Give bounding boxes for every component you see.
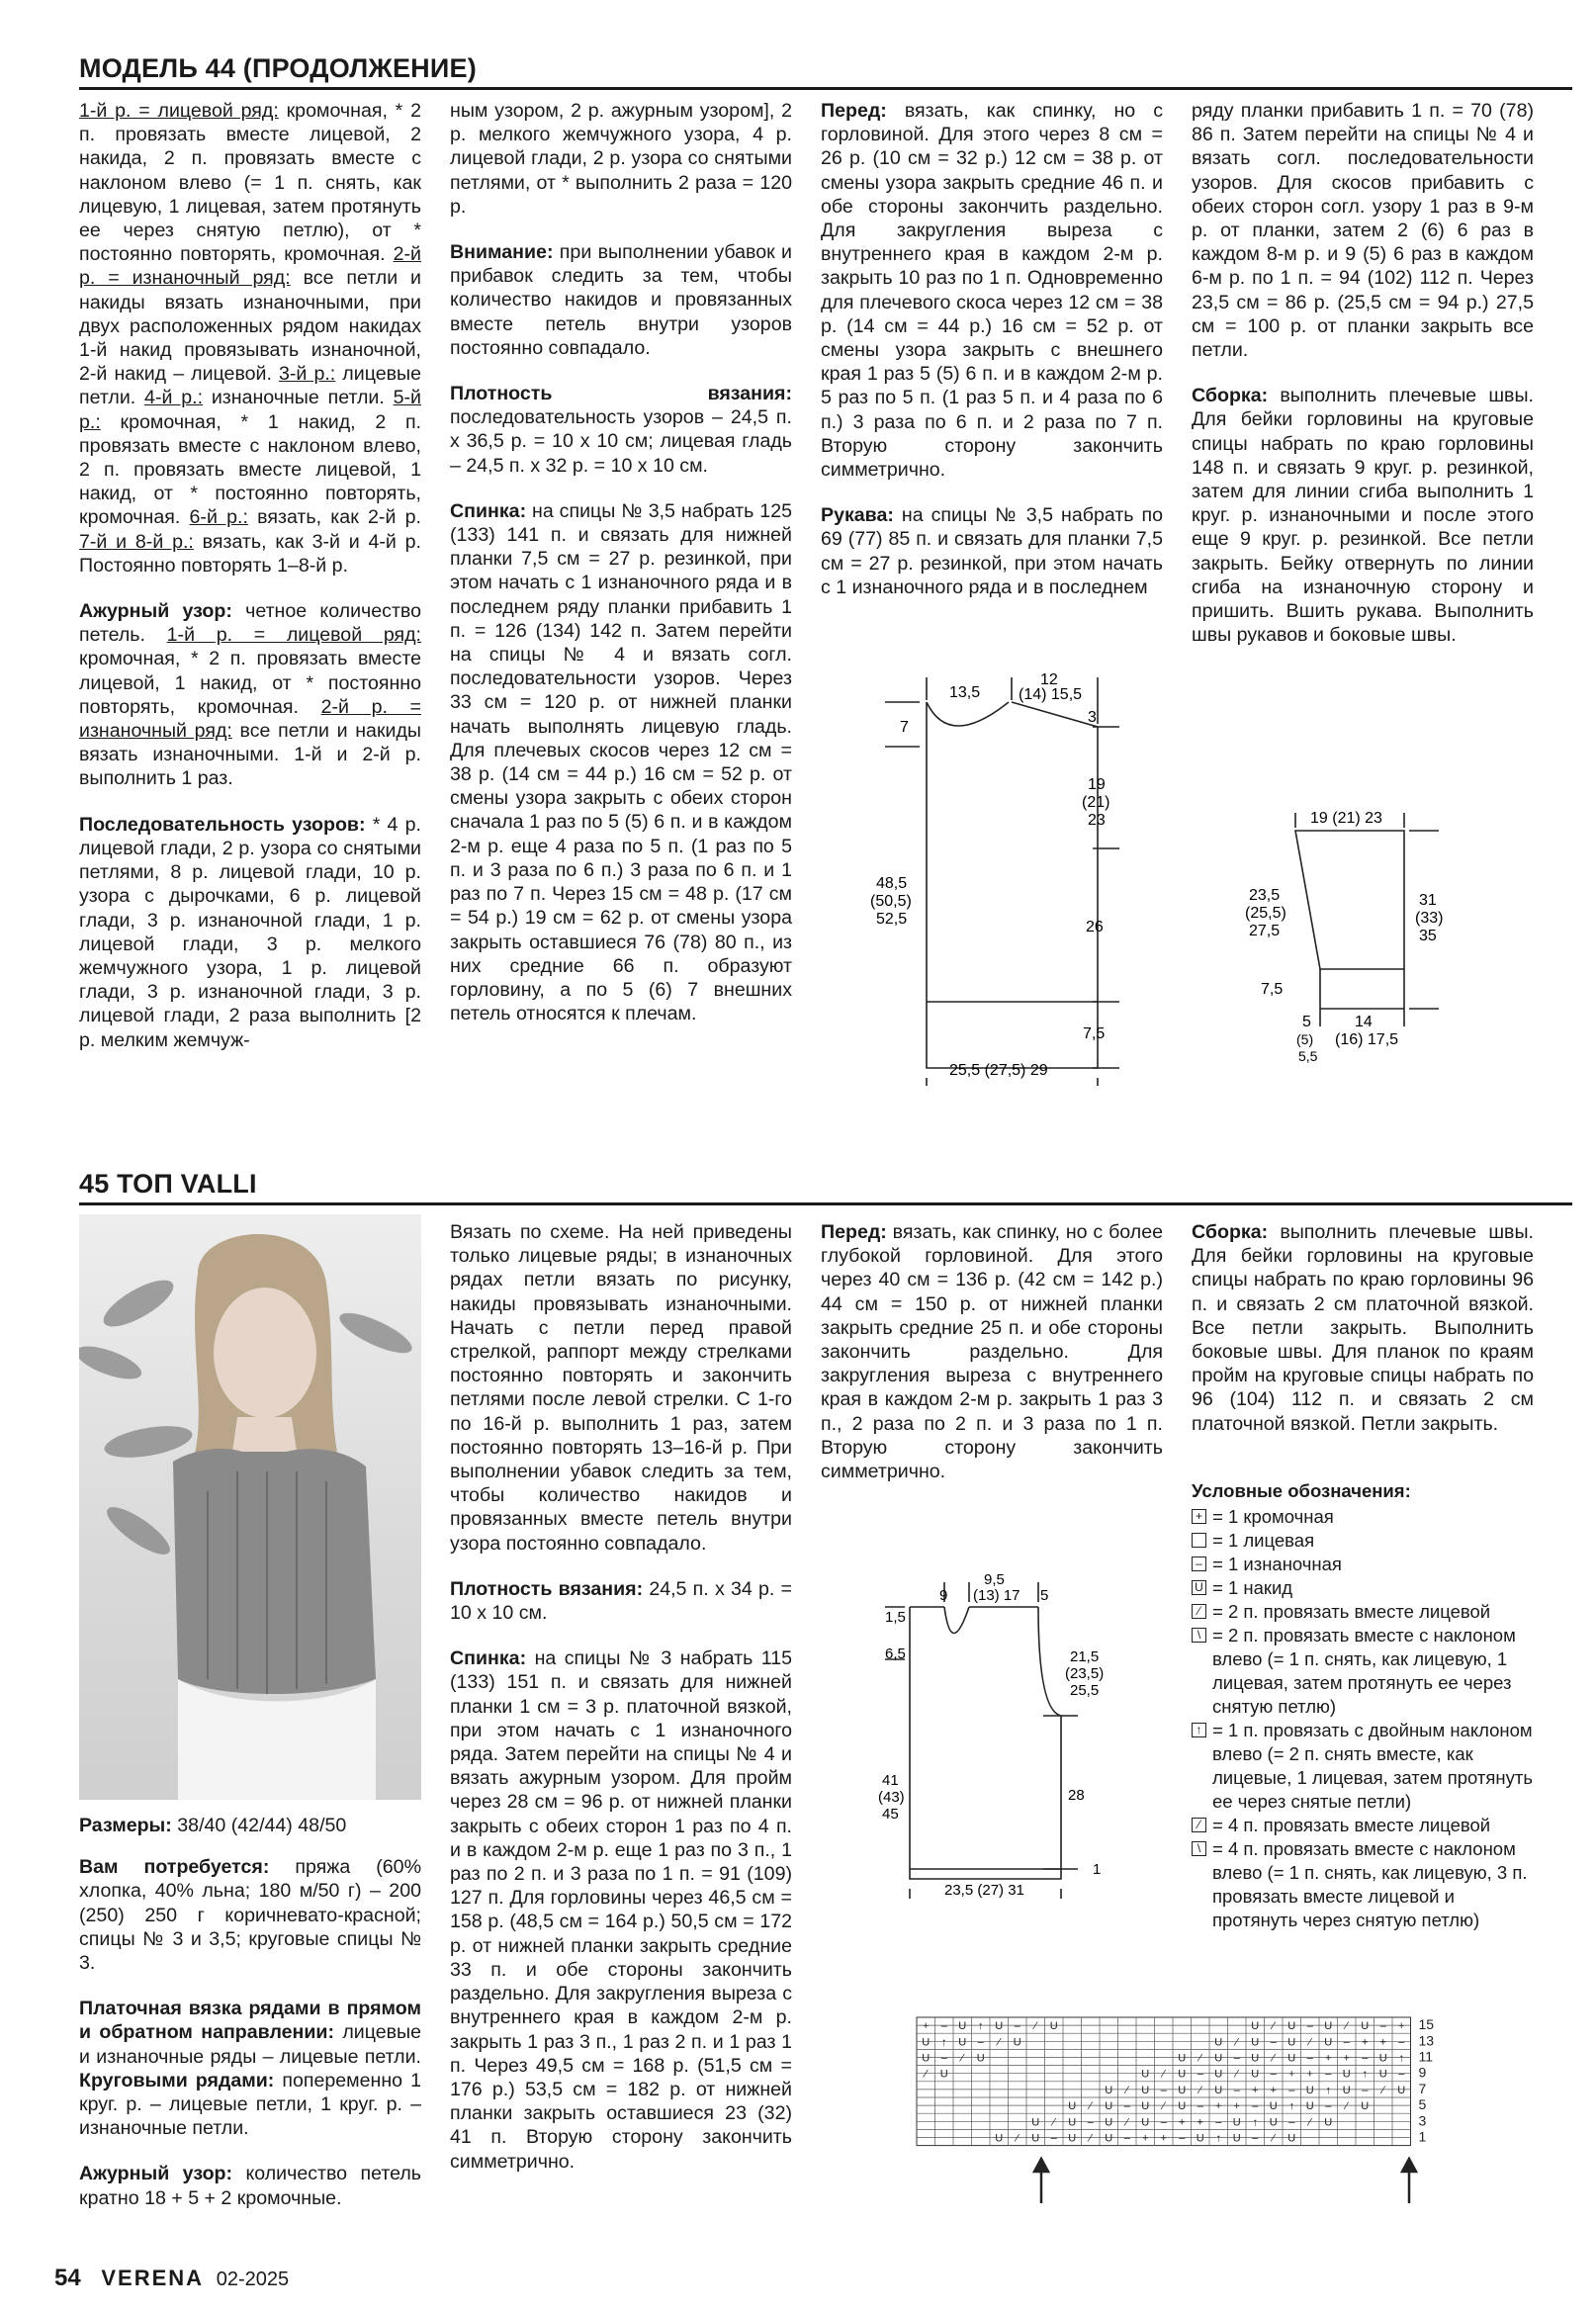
chart-stitch-symbol: U — [1287, 2020, 1296, 2033]
chart-stitch-symbol: – — [1379, 2020, 1386, 2033]
k4tog-icon: ⁄ — [1192, 1818, 1206, 1832]
chart-stitch-symbol: – — [1288, 2084, 1295, 2096]
m45-side-label-c: 45 — [882, 1806, 899, 1823]
chart-stitch-symbol: ⁄ — [1125, 2116, 1128, 2129]
chart-stitch-symbol: U — [1342, 2084, 1351, 2096]
chart-stitch-symbol: ⁄ — [1272, 2132, 1275, 2145]
m45-column-3: Перед: вязать, как спинку, но с более глубокой горловиной. Для этого через 40 см = 136 р. (42 см = 142 р.) 44 см = 150 р. от нижней планки закрыть средние 25 п. и обе стороны закончить раздельно. Для закругления выреза с внутреннего края в каждом 2-м р. закрыть 1 раз 3 п., 2 раза по 2 п. и 3 раза по 1 п. Вторую сторону закончить симметрично. — [821, 1221, 1163, 1483]
chart-stitch-symbol: U — [1178, 2084, 1187, 2096]
chart-stitch-symbol: – — [1325, 2068, 1332, 2081]
chart-stitch-symbol: + — [1362, 2036, 1369, 2049]
m44-column-2: ным узором, 2 р. ажурным узором], 2 р. мелкого жемчужного узора, 4 р. лицевой глади, 2 р. узора со снятыми петлями, от * выполнить 2 раза = 120 р. Внимание: при выполнении убавок и прибавок следить за тем, чтобы количество накидов и провязанных вместе петель внутри узоров постоянно совпадало. Плотность вязания: последовательность узоров – 24,5 п. х 36,5 р. = 10 х 10 см; лицевая гладь – 24,5 п. х 32 р. = 10 х 10 см. Спинка: на спицы № 3,5 набрать 125 (133) 141 п. и связать для нижней планки 7,5 см = 27 р. резинкой, при этом начать с 1 изнаночного ряда и в последнем ряду планки прибавить 1 п. = 126 (134) 142 п. Затем перейти на спицы № 4 и вязать согл. последовательности узоров. Через 33 см = 120 р. от нижней планки начать выполнять лицевую гладь. Для плечевых скосов через 12 см = 38 р. (14 см = 44 р.) 16 см = 52 р. от смены узора закрыть с обеих сторон сначала 1 раз по 5 (5) 6 п. и в каждом 2-м р. еще 4 раза по 5 п. (1 раз по 5 п. и 3 раза по 6 п.) 3 раза по 6 п. и 1 раз по 7 п. Через 15 см = 48 р. (17 см = 54 р.) 19 см = 62 р. от смены узора закрыть оставшиеся 76 (78) 80 п., из них средние 66 п. образуют горловину, а по 5 (6) 7 внешних петель относятся к плечам. — [450, 100, 792, 1025]
chart-stitch-symbol: U — [1068, 2132, 1077, 2145]
chart-stitch-symbol: – — [1306, 2052, 1313, 2065]
chart-stitch-symbol: ⁄ — [1089, 2100, 1092, 2113]
chart-stitch-symbol: ⁄ — [1162, 2068, 1165, 2081]
legend-item: – = 1 изнаночная — [1192, 1553, 1533, 1576]
chart-stitch-symbol: U — [1105, 2100, 1113, 2113]
m44-upper-label-a: 19 — [1088, 776, 1106, 793]
chart-stitch-symbol: U — [995, 2020, 1004, 2033]
chart-stitch-symbol: U — [1031, 2116, 1040, 2129]
m45-top-label-c: (13) 17 — [973, 1587, 1020, 1604]
chart-stitch-symbol: – — [1197, 2100, 1203, 2113]
chart-stitch-symbol: ⁄ — [1381, 2084, 1384, 2096]
chart-stitch-symbol: – — [1362, 2052, 1369, 2065]
chart-stitch-symbol: + — [1160, 2132, 1167, 2145]
legend-item: \ = 2 п. провязать вместе с наклоном влево (= 1 п. снять, как лицевую, 1 лицевая, затем протянуть ее через снятую петлю) — [1192, 1624, 1533, 1719]
m44-body-pattern-diagram — [870, 672, 1127, 1088]
chart-stitch-symbol: ⁄ — [1235, 2036, 1238, 2049]
chart-stitch-symbol: U — [1342, 2068, 1351, 2081]
knit-stitch-icon — [1192, 1533, 1206, 1548]
section-title-model-44: МОДЕЛЬ 44 (ПРОДОЛЖЕНИЕ) — [79, 53, 477, 83]
chart-stitch-symbol: ↑ — [1215, 2132, 1221, 2145]
m44-sleeve-right-label-b: (33) — [1415, 910, 1444, 927]
chart-stitch-symbol: U — [1214, 2084, 1223, 2096]
chart-row-number: 1 — [1418, 2128, 1427, 2145]
m45-arm-label-b: (23,5) — [1065, 1665, 1105, 1682]
m45-band-label: 1 — [1093, 1861, 1102, 1878]
chart-stitch-symbol: ⁄ — [1162, 2100, 1165, 2113]
chart-stitch-symbol: ⁄ — [961, 2052, 964, 2065]
chart-stitch-symbol: U — [1178, 2052, 1187, 2065]
m45-top-label-b: 9 — [939, 1587, 948, 1604]
chart-stitch-symbol: – — [1160, 2084, 1167, 2096]
chart-stitch-symbol: U — [1105, 2084, 1113, 2096]
chart-stitch-symbol: – — [1050, 2132, 1057, 2145]
m44-column-4: ряду планки прибавить 1 п. = 70 (78) 86 п. Затем перейти на спицы № 4 и вязать согл. последовательности узоров. Для скосов прибавить с обеих сторон согл. узору 1 раз в 9-м р. от планки, затем 2 (6) 6 раз в каждом 8-м р. и 9 (5) 6 раз в каждом 6-м р. по 1 п. = 94 (102) 112 п. Через 23,5 см = 86 р. (25,5 см = 94 р.) 27,5 см = 100 р. от планки закрыть все петли. Сборка: выполнить плечевые швы. Для бейки горловины на круговые спицы набрать по краю горловины 148 п. и связать 9 круг. р. резинкой, затем для линии сгиба выполнить 1 круг. р. изнаночными и после этого еще 9 круг. р. резинкой. Все петли закрыть. Бейку отвернуть по линии сгиба на изнаночную сторону и пришить. Вшить рукава. Выполнить швы рукавов и боковые швы. — [1192, 100, 1534, 647]
m45-column-1: Размеры: 38/40 (42/44) 48/50 Вам потребуется: пряжа (60% хлопка, 40% льна; 180 м/50 г) – 200 (250) 250 г коричневато-красной; спицы № 3 и 3,5; круговые спицы № 3. Платочная вязка рядами в прямом и обратном направлении: лицевые и изнаночные ряды – лицевые петли. Круговыми рядами: попеременно 1 круг. р. – лицевые петли, 1 круг. р. – изнаночные петли. Ажурный узор: количество петель кратно 18 + 5 + 2 кромочные. — [79, 1815, 421, 2209]
lace-stitch-chart — [915, 2015, 1468, 2243]
chart-stitch-symbol: U — [922, 2036, 931, 2049]
chart-stitch-symbol: – — [1233, 2084, 1240, 2096]
chart-stitch-symbol: ⁄ — [1235, 2068, 1238, 2081]
chart-stitch-symbol: ⁄ — [1345, 2020, 1348, 2033]
chart-stitch-symbol: U — [1287, 2052, 1296, 2065]
m45-body-pattern-diagram — [870, 1572, 1127, 1909]
m45-bottom-label: 23,5 (27) 31 — [944, 1882, 1024, 1899]
title-rule — [79, 87, 1572, 90]
chart-stitch-symbol: + — [1197, 2116, 1203, 2129]
chart-stitch-symbol: U — [1068, 2100, 1077, 2113]
chart-stitch-symbol: – — [1398, 2068, 1405, 2081]
chart-stitch-symbol: U — [1378, 2052, 1387, 2065]
chart-stitch-symbol: U — [1251, 2068, 1260, 2081]
m44-column-1: 1-й р. = лицевой ряд: кромочная, * 2 п. провязать вместе лицевой, 2 накида, 2 п. провязать вместе с наклоном влево (= 1 п. снять, как лицевую, 1 лицевая, затем протянуть ее через снятую петлю), от * постоянно повторять, кромочная. 2-й р. = изнаночный ряд: все петли и накиды вязать изнаночными, при двух расположенных рядом накидах 1-й накид провязывать изнаночной, 2-й накид – лицевой. 3-й р.: лицевые петли. 4-й р.: изнаночные петли. 5-й р.: кромочная, * 1 накид, 2 п. провязать вместе с наклоном влево, 2 п. провязать вместе лицевой, 1 накид, от * постоянно повторять, кромочная. 6-й р.: вязать, как 2-й р. 7-й и 8-й р.: вязать, как 3-й и 4-й р. Постоянно повторять 1–8-й р. Ажурный узор: четное количество петель. 1-й р. = лицевой ряд: кромочная, * 2 п. провязать вместе лицевой, 1 накид, от * постоянно повторять, кромочная. 2-й р. = изнаночный ряд: все петли и накиды вязать изнаночными. 1-й и 2-й р. выполнить 1 раз. Последовательность узоров: * 4 р. лицевой глади, 2 р. узора со снятыми петлями, 8 р. лицевой глади, 10 р. узора с дырочками, 6 р. лицевой глади, 3 р. изнаночной глади, 1 р. лицевой глади, 3 р. мелкого жемчужного узора, 1 р. лицевой глади, 3 р. изнаночной глади, 3 р. лицевой глади, 2 раза выполнить [2 р. мелким жемчуж- — [79, 100, 422, 1051]
chart-stitch-symbol: – — [1306, 2020, 1313, 2033]
chart-stitch-symbol: ⁄ — [1308, 2116, 1311, 2129]
m44-upper-label-c: 23 — [1088, 812, 1106, 829]
chart-stitch-symbol: + — [1343, 2052, 1350, 2065]
chart-stitch-symbol: ↑ — [941, 2036, 947, 2049]
chart-stitch-symbol: + — [1142, 2132, 1149, 2145]
chart-stitch-symbol: + — [1179, 2116, 1186, 2129]
m44-column-3: Перед: вязать, как спинку, но с горловиной. Для этого через 8 см = 26 р. (10 см = 32 р.) 12 см = 38 р. от смены узора закрыть средние 46 п. и обе стороны закончить раздельно. Для закругления выреза с внутреннего края в каждом 2-м р. закрыть 10 раз по 1 п. Одновременно для плечевого скоса через 12 см = 38 р. (14 см = 44 р.) 16 см = 52 р. от смены узора закрыть с внешнего края 1 раз 5 (5) 6 п. и в каждом 2-м р. 5 раз по 5 п. (1 раз 5 п. и 4 раза по 6 п.) 3 раза по 6 п. и 2 раза по 7 п. Вторую сторону закончить симметрично. Рукава: на спицы № 3,5 набрать по 69 (77) 85 п. и связать для планки 7,5 см = 27 р. резинкой, при этом начать с 1 изнаночного ряда и в последнем — [821, 100, 1163, 598]
chart-stitch-symbol: – — [1160, 2116, 1167, 2129]
m44-mid-label: 26 — [1086, 919, 1104, 935]
chart-stitch-symbol: U — [1361, 2100, 1370, 2113]
chart-stitch-symbol: U — [922, 2052, 931, 2065]
chart-stitch-symbol: ↑ — [1288, 2100, 1294, 2113]
chart-stitch-symbol: ↑ — [1252, 2116, 1258, 2129]
chart-row-number: 15 — [1418, 2016, 1435, 2033]
m45-arm-label-c: 25,5 — [1070, 1682, 1100, 1699]
ssk-icon: \ — [1192, 1628, 1206, 1643]
model-photo — [79, 1214, 421, 1800]
chart-stitch-symbol: – — [1014, 2020, 1020, 2033]
chart-stitch-symbol: + — [1306, 2068, 1313, 2081]
m44-sleeve-left-label-a: 23,5 — [1249, 887, 1281, 904]
chart-row-number: 9 — [1418, 2064, 1427, 2081]
chart-stitch-symbol: ⁄ — [1052, 2116, 1055, 2129]
chart-stitch-symbol: U — [1378, 2068, 1387, 2081]
chart-stitch-symbol: U — [1324, 2036, 1333, 2049]
chart-stitch-symbol: + — [1270, 2084, 1277, 2096]
double-decrease-icon: ↑ — [1192, 1723, 1206, 1737]
chart-stitch-symbol: U — [976, 2052, 985, 2065]
m45-arm-label-a: 21,5 — [1070, 1648, 1100, 1665]
chart-stitch-symbol: – — [1179, 2132, 1186, 2145]
m45-mid-label: 28 — [1068, 1787, 1085, 1804]
chart-stitch-symbol: U — [1287, 2036, 1296, 2049]
chart-stitch-symbol: U — [958, 2036, 967, 2049]
chart-stitch-symbol: + — [1233, 2100, 1240, 2113]
chart-stitch-symbol: + — [1398, 2020, 1405, 2033]
m44-sleeve-bottom-e: (16) 17,5 — [1335, 1031, 1399, 1048]
legend-item: U = 1 накид — [1192, 1576, 1533, 1600]
m45-column-2: Вязать по схеме. На ней приведены только лицевые ряды; в изнаночных рядах петли вязать по рисунку, накиды провязывать изнаночными. Начать с петли перед правой стрелкой, раппорт между стрелками постоянно повторять и закончить петлями после левой стрелки. С 1-го по 16-й р. выполнить 1 раз, затем постоянно повторять 13–16-й р. При выполнении убавок следить за тем, чтобы количество накидов и провязанных вместе петель внутри узора постоянно совпадало. Плотность вязания: 24,5 п. х 34 р. = 10 х 10 см. Спинка: на спицы № 3 набрать 115 (133) 151 п. и связать для нижней планки 1 см = 3 р. платочной вязкой, при этом начать с 1 изнаночного ряда. Затем перейти на спицы № 4 и вязать ажурным узором. Для пройм через 28 см = 96 р. от нижней планки закрыть с обеих сторон 1 раз по 4 п. и в каждом 2-м р. еще 1 раз по 3 п., 1 раз по 2 п. и 3 раза по 1 п. = 91 (109) 127 п. Для горловины через 46,5 см = 158 р. (48,5 см = 164 р.) 50,5 см = 172 р. от нижней планки закрыть средние 33 п. и обе стороны закончить раздельно. Для закругления выреза с внутреннего края в каждом 2-м р. закрыть 1 раз 3 п., 1 раз 2 п. и 1 раз 1 п. Через 49,5 см = 168 р. (51,5 см = 176 р.) 53,5 см = 182 р. от нижней планки закрыть оставшиеся 23 (32) 41 п. Вторую сторону закончить симметрично. — [450, 1221, 792, 2173]
purl-stitch-icon: – — [1192, 1557, 1206, 1571]
chart-stitch-symbol: – — [1233, 2052, 1240, 2065]
chart-stitch-symbol: ⁄ — [1272, 2052, 1275, 2065]
chart-stitch-symbol: ⁄ — [925, 2068, 928, 2081]
section-title-model-45: 45 ТОП VALLI — [79, 1169, 257, 1199]
m45-top-label-d: 5 — [1040, 1587, 1049, 1604]
m44-sleeve-pattern-diagram — [1241, 801, 1478, 1078]
chart-stitch-symbol: U — [1305, 2084, 1314, 2096]
chart-stitch-symbol: ↑ — [978, 2020, 984, 2033]
yarn-over-icon: U — [1192, 1580, 1206, 1595]
chart-stitch-symbol: U — [1141, 2100, 1150, 2113]
chart-stitch-symbol: U — [1141, 2084, 1150, 2096]
title-rule-45 — [79, 1202, 1572, 1205]
m45-column-4: Сборка: выполнить плечевые швы. Для бейки горловины на круговые спицы набрать по краю горловины 96 п. и связать 2 см платочной вязкой. Все петли закрыть. Выполнить боковые швы. Для планок по краям пройм на круговые спицы набрать по 96 (104) 112 п. и связать 2 см платочной вязкой. Петли закрыть. — [1192, 1221, 1534, 1435]
m44-side-label-a: 48,5 — [876, 875, 908, 892]
m44-shoulder-label: 3 — [1088, 709, 1097, 726]
chart-stitch-symbol: – — [1362, 2084, 1369, 2096]
m45-neck-front-label: 6,5 — [885, 1646, 906, 1662]
chart-stitch-symbol: – — [1325, 2100, 1332, 2113]
chart-stitch-symbol: – — [1215, 2116, 1222, 2129]
chart-stitch-symbol: ⁄ — [1089, 2132, 1092, 2145]
chart-stitch-symbol: U — [958, 2020, 967, 2033]
chart-stitch-symbol: U — [1269, 2116, 1278, 2129]
chart-stitch-symbol: – — [940, 2052, 947, 2065]
chart-stitch-symbol: U — [1214, 2036, 1223, 2049]
m44-sleeve-bottom-a: 5 — [1302, 1014, 1311, 1030]
legend-item: = 1 лицевая — [1192, 1529, 1533, 1553]
chart-stitch-symbol: ⁄ — [1345, 2100, 1348, 2113]
chart-stitch-symbol: + — [1252, 2084, 1259, 2096]
m44-bottom-label: 25,5 (27,5) 29 — [949, 1062, 1048, 1079]
m44-sleeve-left-label-b: (25,5) — [1245, 905, 1286, 922]
chart-stitch-symbol: – — [940, 2020, 947, 2033]
chart-stitch-symbol: ⁄ — [1198, 2084, 1201, 2096]
chart-stitch-symbol: U — [939, 2068, 948, 2081]
symbols-legend — [1192, 1479, 1533, 1932]
chart-stitch-symbol: U — [1178, 2068, 1187, 2081]
m44-side-label-c: 52,5 — [876, 911, 908, 928]
legend-item: ↑ = 1 п. провязать с двойным наклоном влево (= 2 п. снять вместе, как лицевые, 1 лицевая, затем протянуть ее через снятые петли) — [1192, 1719, 1533, 1814]
m44-sleeve-top-label: 19 (21) 23 — [1310, 810, 1382, 827]
legend-item: ⁄ = 2 п. провязать вместе лицевой — [1192, 1600, 1533, 1624]
chart-row-number: 5 — [1418, 2096, 1427, 2113]
chart-stitch-symbol: U — [995, 2132, 1004, 2145]
chart-stitch-symbol: + — [1379, 2036, 1386, 2049]
magazine-name: VERENA — [101, 2266, 205, 2290]
chart-stitch-symbol: ⁄ — [1308, 2036, 1311, 2049]
m44-side-label-b: (50,5) — [870, 893, 912, 910]
chart-stitch-symbol: U — [1251, 2036, 1260, 2049]
chart-row-number: 3 — [1418, 2112, 1427, 2129]
chart-stitch-symbol: U — [1049, 2020, 1058, 2033]
page-number: 54 — [54, 2265, 81, 2291]
chart-stitch-symbol: U — [1031, 2132, 1040, 2145]
m45-neck-back-label: 1,5 — [885, 1609, 906, 1626]
chart-row-number: 7 — [1418, 2080, 1427, 2096]
chart-stitch-symbol: U — [1324, 2116, 1333, 2129]
chart-stitch-symbol: ⁄ — [998, 2036, 1001, 2049]
chart-stitch-symbol: ↑ — [1325, 2084, 1331, 2096]
m44-sleeve-bottom-d: 14 — [1355, 1014, 1373, 1030]
m44-neck-label: 7 — [900, 719, 909, 736]
m44-upper-label-b: (21) — [1082, 794, 1110, 811]
chart-stitch-symbol: U — [1232, 2132, 1241, 2145]
issue-number: 02-2025 — [216, 2269, 290, 2290]
chart-stitch-symbol: – — [1270, 2068, 1277, 2081]
chart-row-number: 11 — [1418, 2048, 1434, 2065]
m44-top-mid-label-b: (14) 15,5 — [1019, 686, 1083, 703]
m44-sleeve-right-label-a: 31 — [1419, 892, 1437, 909]
m45-top-label-a: 9,5 — [984, 1572, 1005, 1588]
chart-stitch-symbol: U — [1324, 2020, 1333, 2033]
m44-sleeve-band-label: 7,5 — [1261, 981, 1284, 998]
chart-stitch-symbol: – — [1252, 2132, 1259, 2145]
m45-side-label-b: (43) — [878, 1789, 905, 1806]
chart-stitch-symbol: – — [1123, 2132, 1130, 2145]
m44-band-label: 7,5 — [1083, 1025, 1106, 1042]
chart-stitch-symbol: U — [1141, 2068, 1150, 2081]
chart-stitch-symbol: U — [1251, 2020, 1260, 2033]
chart-stitch-symbol: ⁄ — [1016, 2132, 1019, 2145]
chart-stitch-symbol: – — [1398, 2036, 1405, 2049]
m44-sleeve-bottom-c: 5,5 — [1298, 1048, 1318, 1064]
chart-stitch-symbol: – — [1252, 2100, 1259, 2113]
chart-stitch-symbol: U — [1013, 2036, 1021, 2049]
chart-stitch-symbol: – — [1087, 2116, 1094, 2129]
chart-stitch-symbol: ⁄ — [1125, 2084, 1128, 2096]
chart-stitch-symbol: – — [977, 2036, 984, 2049]
chart-stitch-symbol: – — [1343, 2036, 1350, 2049]
chart-stitch-symbol: U — [1251, 2052, 1260, 2065]
chart-stitch-symbol: U — [1397, 2084, 1406, 2096]
legend-item: ⁄ = 4 п. провязать вместе лицевой — [1192, 1814, 1533, 1837]
chart-stitch-symbol: – — [1270, 2036, 1277, 2049]
chart-stitch-symbol: U — [1214, 2068, 1223, 2081]
m44-top-mid-label-a: 12 — [1040, 672, 1058, 688]
m44-sleeve-left-label-c: 27,5 — [1249, 923, 1281, 939]
chart-stitch-symbol: ↑ — [1398, 2052, 1404, 2065]
chart-stitch-symbol: – — [1123, 2100, 1130, 2113]
chart-stitch-symbol: ⁄ — [1198, 2052, 1201, 2065]
chart-stitch-symbol: ↑ — [1362, 2068, 1368, 2081]
chart-stitch-symbol: + — [1325, 2052, 1332, 2065]
chart-stitch-symbol: – — [1197, 2068, 1203, 2081]
m44-sleeve-bottom-b: (5) — [1296, 1031, 1314, 1047]
chart-stitch-symbol: + — [1288, 2068, 1295, 2081]
legend-item: \ = 4 п. провязать вместе с наклоном влево (= 1 п. снять, как лицевую, 3 п. провязать вместе лицевой и протянуть через снятую петлю) — [1192, 1837, 1533, 1932]
chart-stitch-symbol: U — [1196, 2132, 1204, 2145]
chart-stitch-symbol: U — [1141, 2116, 1150, 2129]
page-footer — [54, 2265, 289, 2292]
k4tog-left-icon: \ — [1192, 1841, 1206, 1856]
chart-stitch-symbol: U — [1232, 2116, 1241, 2129]
chart-stitch-symbol: + — [1215, 2100, 1222, 2113]
chart-stitch-symbol: + — [923, 2020, 930, 2033]
chart-row-number: 13 — [1418, 2032, 1435, 2049]
m45-side-label-a: 41 — [882, 1772, 899, 1789]
chart-stitch-symbol: U — [1105, 2116, 1113, 2129]
chart-stitch-symbol: U — [1305, 2100, 1314, 2113]
chart-stitch-symbol: U — [1178, 2100, 1187, 2113]
edge-stitch-icon: + — [1192, 1509, 1206, 1524]
chart-stitch-symbol: ⁄ — [1272, 2020, 1275, 2033]
legend-title: Условные обозначения: — [1192, 1480, 1411, 1501]
chart-stitch-symbol: ⁄ — [1034, 2020, 1037, 2033]
chart-stitch-symbol: U — [1287, 2132, 1296, 2145]
m44-sleeve-right-label-c: 35 — [1419, 928, 1437, 944]
legend-item: + = 1 кромочная — [1192, 1505, 1533, 1529]
chart-stitch-symbol: U — [1105, 2132, 1113, 2145]
chart-stitch-symbol: U — [1068, 2116, 1077, 2129]
m44-top-left-label: 13,5 — [949, 684, 981, 701]
chart-stitch-symbol: U — [1361, 2020, 1370, 2033]
k2tog-icon: ⁄ — [1192, 1604, 1206, 1619]
chart-stitch-symbol: U — [1214, 2052, 1223, 2065]
chart-stitch-symbol: – — [1288, 2116, 1295, 2129]
chart-stitch-symbol: U — [1269, 2100, 1278, 2113]
